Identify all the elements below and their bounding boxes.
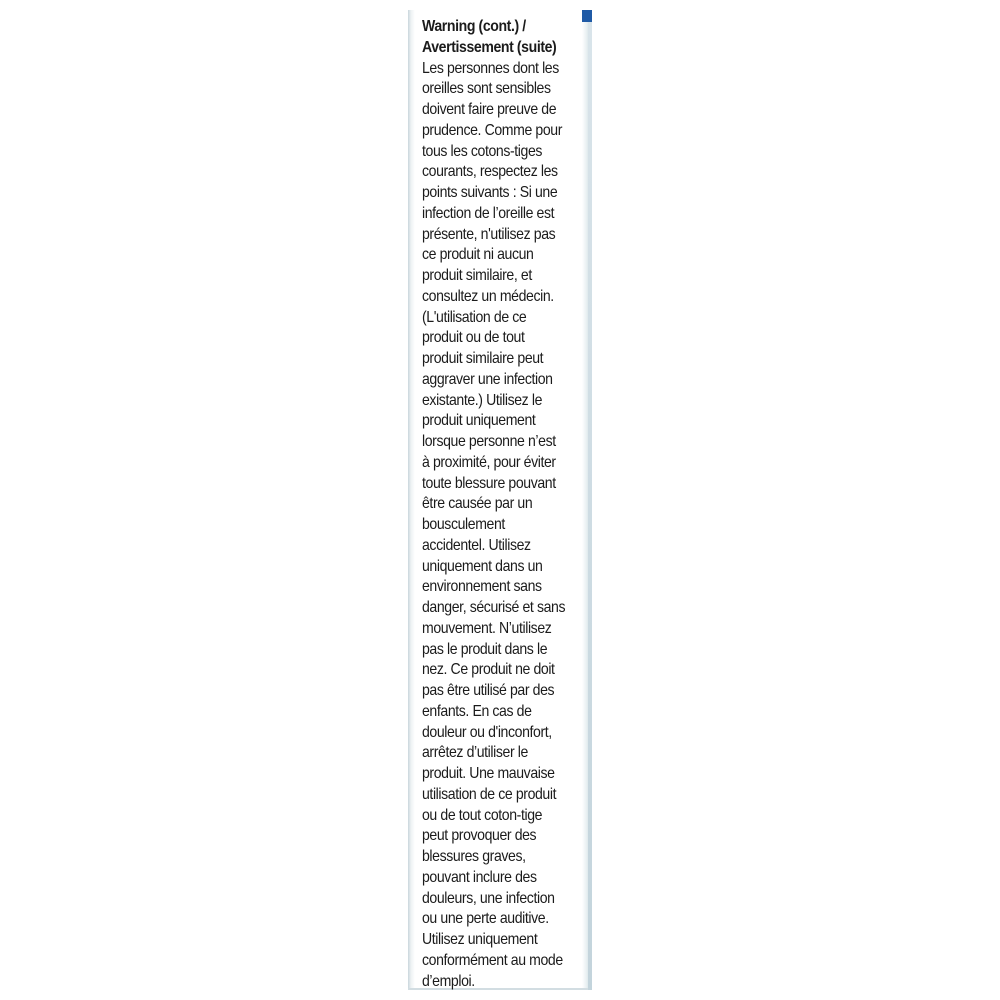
warning-body-line: points suivants : Si une	[422, 184, 558, 201]
warning-body-line: présente, n'utilisez pas	[422, 225, 556, 243]
warning-heading	[422, 17, 586, 59]
package-edge-strip	[588, 22, 592, 990]
warning-body-line: tous les cotons-tiges	[422, 142, 543, 160]
warning-body-line: pas le produit dans le	[422, 640, 548, 658]
warning-body-line: pouvant inclure des	[422, 868, 537, 886]
warning-body-line: conformément au mode	[422, 951, 563, 969]
warning-body-line: accidentel. Utilisez	[422, 536, 531, 554]
warning-body-line: oreilles sont sensibles	[422, 80, 551, 98]
warning-body-line: Les personnes dont les	[422, 59, 559, 77]
warning-body-line: (L'utilisation de ce	[422, 308, 527, 326]
warning-body-line: ou une perte auditive.	[422, 910, 549, 928]
warning-body-line: aggraver une infection	[422, 370, 553, 388]
warning-body-line: produit ou de tout	[422, 329, 525, 347]
warning-body-line: consultez un médecin.	[422, 287, 554, 305]
warning-body-line: Utilisez uniquement	[422, 931, 538, 948]
warning-body-line: utilisation de ce produit	[422, 785, 557, 803]
warning-heading-line: Warning (cont.) /	[422, 18, 526, 35]
warning-body-line: environnement sans	[422, 578, 542, 596]
warning-body-line: infection de l’oreille est	[422, 204, 555, 222]
warning-body-line: lorsque personne n’est	[422, 433, 556, 450]
warning-body-line: ce produit ni aucun	[422, 246, 534, 264]
warning-body-line: arrêtez d’utiliser le	[422, 744, 528, 762]
warning-text-block	[422, 17, 586, 992]
warning-body-line: produit. Une mauvaise	[422, 765, 555, 782]
warning-body-line: doivent faire preuve de	[422, 101, 557, 118]
warning-body-line: produit similaire peut	[422, 350, 544, 367]
warning-body-line: danger, sécurisé et sans	[422, 599, 566, 616]
warning-body-line: produit uniquement	[422, 412, 536, 430]
warning-heading-line: Avertissement (suite)	[422, 38, 557, 56]
warning-body-line: toute blessure pouvant	[422, 474, 556, 492]
warning-body	[422, 59, 586, 993]
warning-body-line: existante.) Utilisez le	[422, 391, 543, 409]
warning-body-line: uniquement dans un	[422, 557, 543, 575]
warning-body-line: à proximité, pour éviter	[422, 453, 556, 471]
warning-body-line: d’emploi.	[422, 972, 475, 990]
warning-body-line: peut provoquer des	[422, 827, 537, 845]
warning-body-line: mouvement. N’utilisez	[422, 619, 552, 637]
warning-body-line: douleur ou d'inconfort,	[422, 723, 552, 741]
warning-body-line: enfants. En cas de	[422, 702, 532, 720]
warning-body-line: blessures graves,	[422, 848, 526, 865]
warning-body-line: produit similaire, et	[422, 267, 532, 284]
warning-body-line: ou de tout coton-tige	[422, 806, 543, 824]
warning-body-line: bousculement	[422, 516, 505, 533]
warning-body-line: être causée par un	[422, 495, 533, 513]
warning-body-line: pas être utilisé par des	[422, 682, 555, 699]
warning-body-line: courants, respectez les	[422, 163, 558, 181]
warning-body-line: prudence. Comme pour	[422, 121, 563, 139]
warning-body-line: douleurs, une infection	[422, 889, 555, 907]
warning-body-line: nez. Ce produit ne doit	[422, 661, 555, 679]
